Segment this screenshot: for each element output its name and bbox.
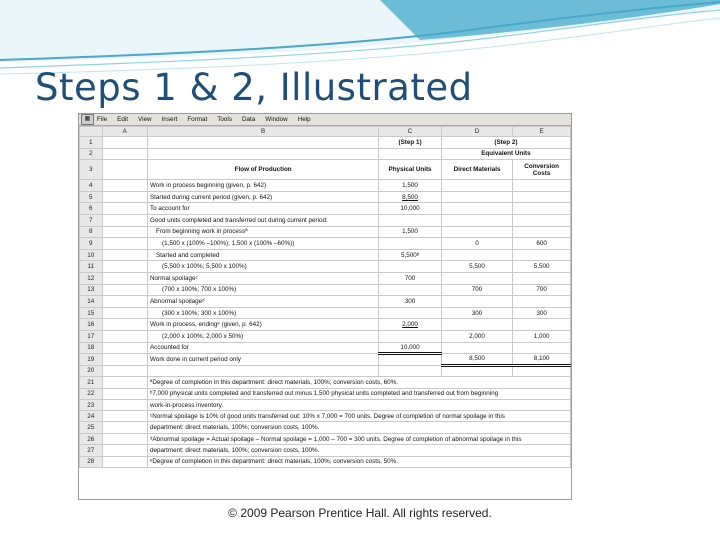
cell-b[interactable]: Work in process beginning (given, p. 642)	[147, 180, 378, 192]
table-row	[80, 272, 571, 284]
cell-a[interactable]	[102, 272, 147, 284]
cell-e[interactable]	[513, 180, 571, 192]
cell-b[interactable]	[147, 148, 378, 160]
cell-e[interactable]	[513, 249, 571, 261]
cell-a[interactable]	[102, 137, 147, 149]
cell-b[interactable]: work-in-process inventory.	[147, 399, 570, 411]
cell-e[interactable]: 5,500	[513, 261, 571, 273]
cell-c[interactable]: 10,000	[379, 203, 442, 215]
spreadsheet-menubar	[79, 114, 571, 126]
table-row	[80, 296, 571, 308]
row-number[interactable]: 12	[80, 272, 103, 284]
table-row	[80, 399, 571, 411]
cell-a[interactable]	[102, 422, 147, 434]
row-number[interactable]: 4	[80, 180, 103, 192]
table-row	[80, 456, 571, 468]
cell-c[interactable]	[379, 284, 442, 296]
column-header-row	[80, 127, 571, 137]
cell-d[interactable]	[441, 191, 512, 203]
cell-c[interactable]: 1,500	[379, 226, 442, 238]
cell-e[interactable]	[513, 365, 571, 377]
row-number[interactable]: 7	[80, 214, 103, 226]
row-number[interactable]: 22	[80, 388, 103, 399]
cell-c[interactable]: Physical Units	[379, 160, 442, 180]
cell-d[interactable]	[441, 296, 512, 308]
cell-b[interactable]: ᶜNormal spoilage is 10% of good units transferred out: 10% x 7,000 = 700 units. Degree of completion of normal spoilage in this	[147, 411, 570, 422]
cell-a[interactable]	[102, 214, 147, 226]
row-number[interactable]: 5	[80, 191, 103, 203]
cell-e[interactable]: 300	[513, 307, 571, 319]
table-row	[80, 388, 571, 399]
cell-b[interactable]: (2,000 x 100%; 2,000 x 50%)	[147, 330, 378, 342]
cell-d[interactable]	[441, 365, 512, 377]
table-row	[80, 434, 571, 445]
cell-c[interactable]: 8,500	[379, 191, 442, 203]
column-header-a[interactable]: A	[102, 127, 147, 137]
copyright-footer: © 2009 Pearson Prentice Hall. All rights reserved.	[228, 506, 492, 520]
cell-b[interactable]	[147, 137, 378, 149]
cell-a[interactable]	[102, 456, 147, 468]
table-row	[80, 261, 571, 273]
column-header-d[interactable]: D	[441, 127, 512, 137]
cell-d[interactable]: 8,500	[441, 354, 512, 366]
table-row	[80, 160, 571, 180]
cell-c[interactable]: (Step 1)	[379, 137, 442, 149]
cell-c[interactable]	[379, 261, 442, 273]
table-row	[80, 342, 571, 354]
cell-e[interactable]: 700	[513, 284, 571, 296]
cell-b[interactable]: Work done in current period only	[147, 354, 378, 366]
cell-b[interactable]: To account for	[147, 203, 378, 215]
table-row	[80, 137, 571, 149]
cell-a[interactable]	[102, 411, 147, 422]
spreadsheet-grid	[79, 126, 571, 468]
row-number[interactable]: 3	[80, 160, 103, 180]
cell-e[interactable]: 600	[513, 238, 571, 250]
menu-file[interactable]: File	[97, 116, 108, 123]
table-row	[80, 445, 571, 457]
column-header-e[interactable]: E	[513, 127, 571, 137]
table-row	[80, 180, 571, 192]
cell-b[interactable]	[147, 365, 378, 377]
table-row	[80, 411, 571, 422]
cell-e[interactable]	[513, 272, 571, 284]
menu-help[interactable]: Help	[297, 116, 311, 123]
cell-b[interactable]: (300 x 100%; 300 x 100%)	[147, 307, 378, 319]
cell-b[interactable]: ᵉDegree of completion in this department: direct materials, 100%; conversion costs, 50%.	[147, 456, 570, 468]
cell-e[interactable]: 1,000	[513, 330, 571, 342]
cell-a[interactable]	[102, 226, 147, 238]
table-row	[80, 354, 571, 366]
column-header-b[interactable]: B	[147, 127, 378, 137]
row-number[interactable]: 18	[80, 342, 103, 354]
table-row	[80, 238, 571, 250]
cell-c[interactable]	[379, 354, 442, 366]
cell-a[interactable]	[102, 284, 147, 296]
row-number[interactable]: 21	[80, 377, 103, 389]
cell-c[interactable]: 700	[379, 272, 442, 284]
cell-a[interactable]	[102, 388, 147, 399]
cell-d[interactable]	[441, 226, 512, 238]
row-number[interactable]: 8	[80, 226, 103, 238]
cell-e[interactable]	[513, 319, 571, 331]
cell-c[interactable]	[379, 214, 442, 226]
menu-format[interactable]: Format	[187, 116, 208, 123]
cell-d[interactable]: 300	[441, 307, 512, 319]
cell-a[interactable]	[102, 330, 147, 342]
cell-e[interactable]	[513, 296, 571, 308]
cell-c[interactable]	[379, 148, 442, 160]
menu-data[interactable]: Data	[241, 116, 256, 123]
row-number[interactable]: 10	[80, 249, 103, 261]
cell-d[interactable]	[441, 214, 512, 226]
menu-view[interactable]: View	[138, 116, 152, 123]
cell-b[interactable]: Flow of Production	[147, 160, 378, 180]
cell-b[interactable]: Started and completed	[147, 249, 378, 261]
row-number[interactable]: 17	[80, 330, 103, 342]
row-number[interactable]: 23	[80, 399, 103, 411]
menu-tools[interactable]: Tools	[217, 116, 232, 123]
cell-e[interactable]	[513, 214, 571, 226]
cell-b[interactable]: department: direct materials, 100%; conversion costs, 100%.	[147, 422, 570, 434]
row-number[interactable]: 20	[80, 365, 103, 377]
menu-insert[interactable]: Insert	[161, 116, 178, 123]
cell-d[interactable]: Equivalent Units	[441, 148, 570, 160]
row-number[interactable]: 28	[80, 456, 103, 468]
table-row	[80, 422, 571, 434]
cell-a[interactable]	[102, 180, 147, 192]
cell-c[interactable]	[379, 307, 442, 319]
cell-a[interactable]	[102, 249, 147, 261]
row-number[interactable]: 15	[80, 307, 103, 319]
cell-c[interactable]	[379, 330, 442, 342]
row-number[interactable]: 2	[80, 148, 103, 160]
table-row	[80, 307, 571, 319]
cell-a[interactable]	[102, 434, 147, 445]
cell-a[interactable]	[102, 238, 147, 250]
cell-c[interactable]: 300	[379, 296, 442, 308]
cell-b[interactable]: ᵈAbnormal spoilage = Actual spoilage – Normal spoilage = 1,000 – 700 = 300 units. Degree of completion of abnormal spoilage in this	[147, 434, 570, 445]
menu-window[interactable]: Window	[265, 116, 288, 123]
table-row	[80, 284, 571, 296]
menu-edit[interactable]: Edit	[117, 116, 129, 123]
row-number[interactable]: 25	[80, 422, 103, 434]
cell-c[interactable]: 2,000	[379, 319, 442, 331]
cell-a[interactable]	[102, 377, 147, 389]
cell-b[interactable]: (700 x 100%; 700 x 100%)	[147, 284, 378, 296]
table-row	[80, 191, 571, 203]
cell-d[interactable]	[441, 203, 512, 215]
cell-a[interactable]	[102, 203, 147, 215]
cell-d[interactable]	[441, 180, 512, 192]
table-row	[80, 226, 571, 238]
table-row	[80, 214, 571, 226]
row-number[interactable]: 24	[80, 411, 103, 422]
cell-d[interactable]	[441, 342, 512, 354]
table-row	[80, 365, 571, 377]
row-number[interactable]: 11	[80, 261, 103, 273]
cell-a[interactable]	[102, 342, 147, 354]
spreadsheet-screenshot	[78, 113, 572, 500]
cell-b[interactable]: department: direct materials, 100%; conversion costs, 100%.	[147, 445, 570, 457]
cell-a[interactable]	[102, 319, 147, 331]
cell-a[interactable]	[102, 261, 147, 273]
cell-c[interactable]: 1,500	[379, 180, 442, 192]
column-header-c[interactable]: C	[379, 127, 442, 137]
cell-d[interactable]: Direct Materials	[441, 160, 512, 180]
cell-a[interactable]	[102, 354, 147, 366]
cell-c[interactable]: 10,000	[379, 342, 442, 354]
table-row	[80, 203, 571, 215]
cell-d[interactable]: 700	[441, 284, 512, 296]
slide-title: Steps 1 & 2, Illustrated	[35, 66, 473, 109]
cell-b[interactable]: Work in process, endingᵉ (given, p. 642)	[147, 319, 378, 331]
cell-c[interactable]	[379, 365, 442, 377]
row-number[interactable]: 6	[80, 203, 103, 215]
cell-c[interactable]: 5,500ᵇ	[379, 249, 442, 261]
table-row	[80, 249, 571, 261]
table-row	[80, 319, 571, 331]
cell-e[interactable]	[513, 226, 571, 238]
cell-d[interactable]	[441, 319, 512, 331]
row-number[interactable]: 13	[80, 284, 103, 296]
cell-b[interactable]: ªDegree of completion in this department: direct materials, 100%; conversion costs, 60%.	[147, 377, 570, 389]
cell-a[interactable]	[102, 399, 147, 411]
row-number[interactable]: 14	[80, 296, 103, 308]
cell-d[interactable]	[441, 249, 512, 261]
table-row	[80, 148, 571, 160]
cell-b[interactable]: Normal spoilageᶜ	[147, 272, 378, 284]
row-number[interactable]: 27	[80, 445, 103, 457]
row-number[interactable]: 1	[80, 137, 103, 149]
cell-b[interactable]: Accounted for	[147, 342, 378, 354]
cell-b[interactable]: From beginning work in processª	[147, 226, 378, 238]
cell-e[interactable]: Conversion Costs	[513, 160, 571, 180]
cell-d[interactable]	[441, 272, 512, 284]
cell-d[interactable]: 0	[441, 238, 512, 250]
cell-e[interactable]	[513, 342, 571, 354]
cell-a[interactable]	[102, 160, 147, 180]
table-row	[80, 330, 571, 342]
cell-d[interactable]: 2,000	[441, 330, 512, 342]
cell-a[interactable]	[102, 365, 147, 377]
cell-b[interactable]: Abnormal spoilageᵈ	[147, 296, 378, 308]
row-number[interactable]: 9	[80, 238, 103, 250]
cell-a[interactable]	[102, 445, 147, 457]
cell-b[interactable]: ᵇ7,000 physical units completed and transferred out minus 1,500 physical units completed and transferred out from beginning	[147, 388, 570, 399]
cell-d[interactable]: 5,500	[441, 261, 512, 273]
cell-c[interactable]	[379, 238, 442, 250]
cell-e[interactable]: 8,100	[513, 354, 571, 366]
cell-b[interactable]: (1,500 x (100% –100%); 1,500 x (100% –60%))	[147, 238, 378, 250]
table-row	[80, 377, 571, 389]
cell-d[interactable]: (Step 2)	[441, 137, 570, 149]
row-number[interactable]: 19	[80, 354, 103, 366]
cell-b[interactable]: Good units completed and transferred out during current period:	[147, 214, 378, 226]
row-number[interactable]: 26	[80, 434, 103, 445]
cell-a[interactable]	[102, 148, 147, 160]
row-number[interactable]: 16	[80, 319, 103, 331]
cell-b[interactable]: (5,500 x 100%; 5,500 x 100%)	[147, 261, 378, 273]
cell-a[interactable]	[102, 191, 147, 203]
select-all-corner[interactable]	[80, 127, 103, 137]
excel-app-icon: ▦	[81, 114, 94, 125]
cell-e[interactable]	[513, 203, 571, 215]
cell-a[interactable]	[102, 307, 147, 319]
cell-e[interactable]	[513, 191, 571, 203]
cell-b[interactable]: Started during current period (given, p. 642)	[147, 191, 378, 203]
cell-a[interactable]	[102, 296, 147, 308]
